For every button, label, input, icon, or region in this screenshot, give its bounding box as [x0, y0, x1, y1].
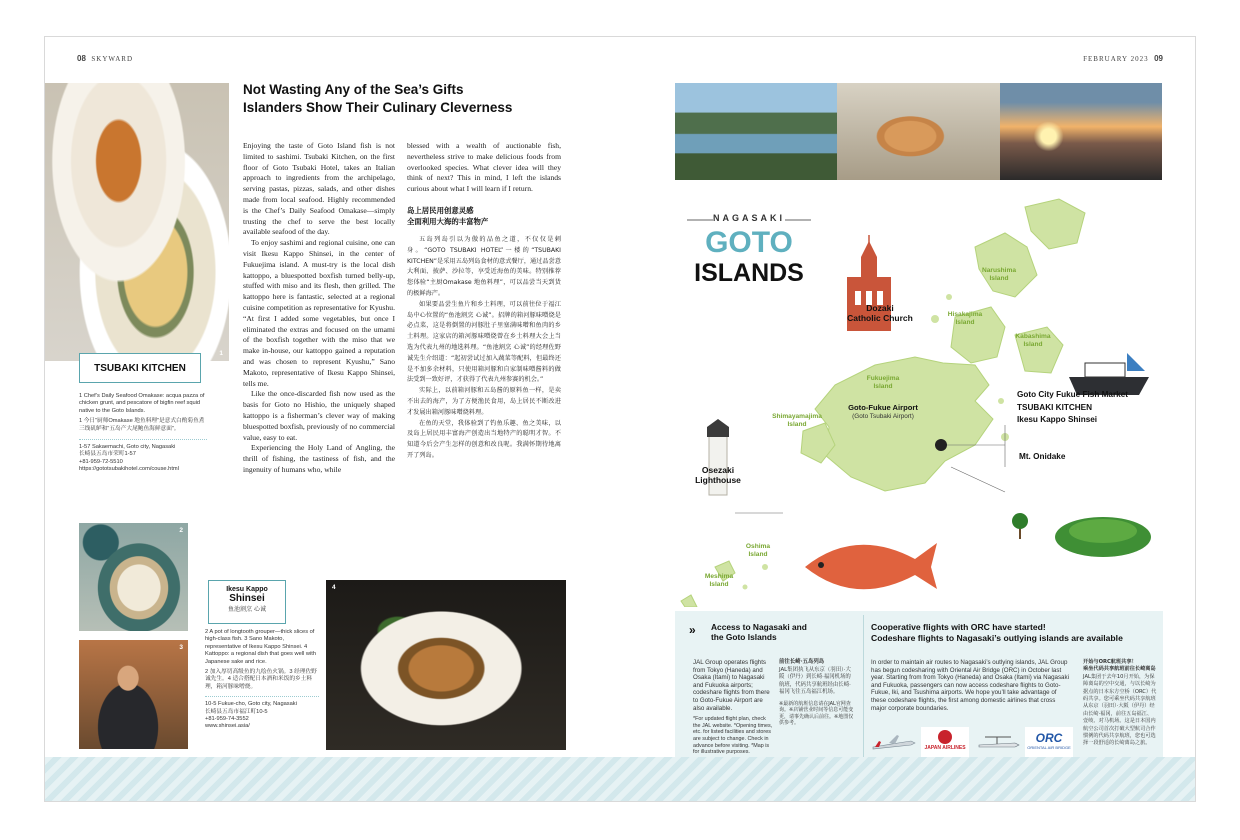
orc-plane-icon — [975, 731, 1021, 757]
orc-body-cn: JAL集团于去年10月开始，为保障离岛的空中交通，与以长崎为据点的日本东方空桥（ORC）代码共享。您可乘坐代码共享航班从东京（羽田）·大阪（伊丹）经由长崎·福冈，前往五岛福江、壹岐、对马机场。这是日本国内航空公司首次打破大型航司合作惯例的代码共享航班，您也可选择一段舒适的长崎离岛之旅。 — [1083, 673, 1157, 747]
legend-fish-market: Goto City Fukue Fish Market — [1017, 390, 1128, 399]
tsubaki-kitchen-name: TSUBAKI KITCHEN — [94, 363, 186, 374]
jal-plane-icon — [871, 731, 917, 757]
narushima-label-line2: Island — [989, 274, 1009, 282]
access-text-cn — [779, 659, 855, 727]
narushima-island-shape — [975, 233, 1037, 297]
orc-title — [871, 622, 1161, 644]
orc-text-en: In order to maintain air routes to Nagasaki’s outlying islands, JAL Group has begun codesharing with Oriental Air Bridge (ORC) in October last year. Starting from from Tokyo (Haneda) and Osaka (Itami) via Nagasaki and Fukuoka, passengers can now access codeshare flights to Goto-Fukue, Iki, and Tsushima airports. We hope you’ll take advantage of these codeshare flights, the first among domestic airlines that cross major corporate boundaries. — [871, 659, 1069, 712]
shimayamajima-label-line2: Island — [787, 420, 807, 428]
tsubaki-address-cn: 长崎县五岛市荣町1-57 — [79, 451, 136, 458]
access-body-en: JAL Group operates flights from Tokyo (Haneda) and Osaka (Itami) to Nagasaki and Fukuoka airports; codeshare flights from there to Goto-Fukue Airport are also available. — [693, 659, 770, 712]
access-arrow-icon: » — [689, 623, 696, 637]
orc-text-cn — [1083, 659, 1157, 748]
photo-number-1: 1 — [219, 350, 223, 357]
cn-heading-line2: 全面利用大海的丰富物产 — [407, 216, 489, 226]
article-paragraph-4: Experiencing the Holy Land of Angling, the thrill of fishing, the tastiness of fish, and the ingenuity of humans who, while — [243, 443, 395, 474]
meshima-label — [689, 573, 749, 588]
shinsei-name-cn: 鱼池割烹 心诚 — [228, 606, 266, 613]
osezaki-lighthouse-label — [681, 465, 755, 485]
hisakajima-label-line1: Hisakajima — [947, 311, 983, 318]
dozaki-church-label — [825, 303, 935, 323]
orc-logo — [1025, 727, 1073, 759]
kabashima-label — [1003, 333, 1063, 348]
tsubaki-kitchen-tag — [79, 353, 201, 383]
photo-fish-hotpot — [79, 523, 188, 631]
photo-number-4: 4 — [332, 584, 336, 591]
meshima-label-line1: Meshima — [704, 573, 734, 580]
map-title-sub: ISLANDS — [694, 259, 804, 287]
narushima-label — [969, 267, 1029, 282]
article-title — [243, 81, 543, 117]
photo-number-2: 2 — [179, 527, 183, 534]
access-title-cn: 前往长崎·五岛列岛 — [779, 659, 825, 665]
tsubaki-phone: +81-959-72-5510 — [79, 458, 123, 465]
airport-label — [831, 403, 935, 421]
airport-marker — [935, 439, 947, 451]
church-label-line2: Catholic Church — [847, 313, 913, 323]
orc-title-line2: Codeshare flights to Nagasaki’s outlying islands are available — [871, 633, 1123, 643]
orc-title-line1: Cooperative flights with ORC have started! — [871, 622, 1046, 632]
airport-subname: (Goto Tsubaki Airport) — [852, 413, 914, 420]
shinsei-name-top: Ikesu Kappo — [226, 586, 268, 593]
access-title-line1: Access to Nagasaki and — [711, 622, 807, 632]
fukuejima-label — [853, 375, 913, 390]
magazine-spread — [44, 36, 1196, 802]
shinsei-tag — [208, 580, 286, 624]
shimayamajima-label-line1: Shimayamajima — [772, 413, 822, 420]
photo-number-3: 3 — [179, 644, 183, 651]
jal-logo-text: JAPAN AIRLINES — [924, 745, 966, 751]
shinsei-caption-cn: 2 加入厚切高级鱼的九绘鱼火锅。3 经理佐野诚先生。4 适合搭配日本酒和米饭的乡土料理，箱河豚味噌烧。 — [205, 669, 317, 690]
right-page-header: FEBRUARY 2023 09 — [1083, 54, 1163, 63]
cn-paragraph-3: 实际上，以前箱河豚和五岛酱的原料鱼一样，是卖不出去的海产，为了方便渔民食用，岛上居民不断改进才发展出箱河豚味噌烧料理。 — [407, 387, 561, 416]
hisakajima-label-line2: Island — [955, 318, 975, 326]
article-title-line2: Islanders Show Their Culinary Cleverness — [243, 100, 513, 115]
orc-cn-title-line1: 开始与ORC航班共享！ — [1083, 659, 1137, 665]
shinsei-url[interactable]: www.shinsei.asia/ — [205, 723, 250, 730]
oshima-label — [733, 543, 783, 558]
church-label-line1: Dozaki — [866, 303, 894, 313]
northern-island-shape — [1025, 199, 1085, 249]
jal-logo — [921, 727, 969, 759]
bottom-wave-band — [45, 757, 1196, 801]
photo-sunset — [1000, 83, 1162, 180]
article-title-line1: Not Wasting Any of the Sea’s Gifts — [243, 82, 464, 97]
meshima-island-shape — [681, 595, 697, 607]
shinsei-phone: +81-959-74-3552 — [205, 716, 249, 723]
article-column-2 — [407, 141, 561, 462]
map-title-main: GOTO — [705, 226, 793, 259]
mt-onidake-label: Mt. Onidake — [1019, 452, 1066, 461]
lighthouse-label-line2: Lighthouse — [695, 475, 741, 485]
map-location-list — [1017, 389, 1167, 427]
shinsei-caption-en: 2 A pot of longtooth grouper—thick slices of high-class fish. 3 Sano Makoto, representative of Ikesu Kappo Shinsei. 4 Kattoppo: a regional dish that goes well with Japanese sake and rice. — [205, 629, 316, 665]
legend-tsubaki-kitchen: TSUBAKI KITCHEN — [1017, 402, 1093, 412]
shimayamajima-label — [757, 413, 837, 428]
access-note-cn: ※最新的航班信息请在JAL官网查询。※店铺营业时间等信息可能变更，请事先确认后前往。※地图仅供参考。 — [779, 700, 854, 727]
left-page-header: 08 SKYWARD — [77, 54, 134, 63]
photo-chef-portrait — [79, 640, 188, 749]
meshima-label-line2: Island — [709, 580, 729, 588]
article-paragraph-3: Like the once-discarded fish now used as the basis for Goto no Hishio, the uniquely shaped kattoppo is a fisherman’s clever way of making bluespotted boxfish, previously of no commercial value, easy to eat. — [243, 389, 395, 442]
cn-paragraph-2: 如果要品尝生鱼片和乡土料理，可以前往位于福江岛中心位置的“鱼池割烹 心诚”。招牌的箱河豚味噌烧是必点菜，这是将倒置的河豚肚子里塞满味噌和鱼肉的乡土料理。这家店的箱河豚味噌烧曾在乡土料理大会上当选为代表九州的地选料理。“鱼池割烹 心诚”的经理佐野诚先生介绍道：“起初尝试过加入蔬菜等配料，但最终还是不加多余材料，只使用箱河豚和自家制味噌酱料的做法受到一致好评，才获得了代表九州参赛的机会。” — [407, 300, 561, 384]
tsubaki-caption-en: 1 Chef’s Daily Seafood Omakase: acqua pazza of chicken grunt, and pescatore of bigfin reef squid native to the Goto Islands. — [79, 393, 205, 414]
cn-heading — [407, 205, 561, 227]
orc-cn-title-line2: 乘坐代码共享航班前往长崎离岛 — [1083, 666, 1156, 673]
tsubaki-address: 1-57 Sakaemachi, Goto city, Nagasaki — [79, 444, 176, 451]
orc-logo-subtext: ORIENTAL AIR BRIDGE — [1027, 745, 1071, 750]
legend-ikesu-kappo-shinsei: Ikesu Kappo Shinsei — [1017, 415, 1098, 424]
access-title — [711, 622, 807, 642]
fukuejima-label-line1: Fukuejima — [866, 375, 900, 382]
orc-logo-text: ORC — [1035, 731, 1063, 745]
article-column-1 — [243, 141, 395, 476]
tsubaki-caption-cn: 1 今日“厨师Omakase 地鱼料理”是意式白酌菊鱼煮三线矶鲈和“五岛产大尾鲍鱼海鲜意面”。 — [79, 418, 205, 432]
photo-kattoppo — [326, 580, 566, 750]
narushima-label-line1: Narushima — [981, 267, 1017, 274]
tsubaki-url[interactable]: https://gototsubakihotel.com/couse.html — [79, 466, 179, 473]
flights-divider — [863, 615, 864, 765]
access-body-cn: JAL集团执飞从东京（羽田）·大阪（伊丹）到长崎·福冈机场的航班，代码共享航班经由长崎·福冈飞往五岛福江机场。 — [779, 666, 851, 696]
photo-cat — [837, 83, 1000, 180]
map-kicker: NAGASAKI — [712, 213, 785, 223]
tsubaki-caption — [79, 393, 207, 474]
article-paragraph-5: blessed with a wealth of auctionable fish, nevertheless strive to make delicious foods from overlooked species. What clever idea will they think of next? This in mind, I left the islands curious about what I will learn if I return. — [407, 141, 561, 194]
article-paragraph-1: Enjoying the taste of Goto Island fish is not limited to sashimi. Tsubaki Kitchen, on the first floor of Goto Tsubaki Hotel, takes an Italian approach to ingredients from the archipelago, serving pastas, pizzas, salads, and other dishes made from local seafood. Highly recommended is the Chef’s Daily Seafood Omakase—simply trusting the chef to serve the best locally available seafood of the day. — [243, 141, 395, 237]
access-text-en — [693, 659, 773, 756]
cn-paragraph-1: 五岛列岛引以为傲的品鱼之道，不仅仅是刺身。“GOTO TSUBAKI HOTEL”一楼的“TSUBAKI KITCHEN”是采用五岛列岛食材的意式餐厅，通过品尝意大利面、披萨、沙拉等，享受近海鱼的美味。特别推荐您体验“主厨Omakase 地鱼料理”，可以品尝当天到货的极鲜海产。 — [407, 235, 561, 297]
kabashima-label-line1: Kabashima — [1015, 333, 1051, 340]
oshima-label-line1: Oshima — [745, 543, 771, 550]
lighthouse-label-line1: Osezaki — [701, 465, 735, 475]
red-seabream-illustration — [805, 543, 937, 589]
mt-onidake-illustration — [1012, 513, 1151, 557]
jal-crane-icon — [938, 730, 952, 744]
shinsei-caption — [205, 629, 319, 731]
article-paragraph-2: To enjoy sashimi and regional cuisine, one can visit Ikesu Kappo Shinsei, in the center of Fukuejima island. A must-try is the local dish kattoppo, a bluespotted boxfish turned belly-up, stuffed with miso and its flesh, then grilled. The kattoppo here is fantastic, selected at a regional cuisine competition as representative for Kyushu. “At first I added some vegetables, but once I eliminated the extras and focused on the umami of the boxfish together with the miso that we make in-house, our kattoppo gained a reputation and was chosen to represent Kyushu,” Sano Makoto, representative of Ikesu Kappo Shinsei, tells me. — [243, 238, 395, 388]
shinsei-name: Shinsei — [229, 593, 265, 604]
cn-body — [407, 235, 561, 462]
access-title-line2: the Goto Islands — [711, 632, 777, 642]
airport-name: Goto-Fukue Airport — [848, 403, 918, 412]
access-note-en: *For updated flight plan, check the JAL website. *Opening times, etc. for listed facilities and stores are subject to change. Check in advance before visiting. *Map is for illustrative purposes. — [693, 716, 773, 756]
shinsei-address-cn: 长崎县五岛市福江町10-5 — [205, 708, 268, 715]
kabashima-label-line2: Island — [1023, 340, 1043, 348]
photo-island-coast — [675, 83, 837, 180]
oshima-label-line2: Island — [748, 550, 768, 558]
hisakajima-label — [935, 311, 995, 326]
photo-seafood-dishes — [45, 83, 229, 361]
cn-paragraph-4: 在鱼的天堂，我体验到了钓鱼乐趣、鱼之美味，以及岛上居民用丰富海产创造出当地特产的聪明才智。不知道今后会产生怎样的创意和改良呢。我满怀期待地离开了列岛。 — [407, 419, 561, 459]
fukuejima-label-line2: Island — [873, 382, 893, 390]
shinsei-address: 10-5 Fukue-cho, Goto city, Nagasaki — [205, 701, 297, 708]
cn-heading-line1: 岛上居民用创意灵感 — [407, 205, 474, 215]
